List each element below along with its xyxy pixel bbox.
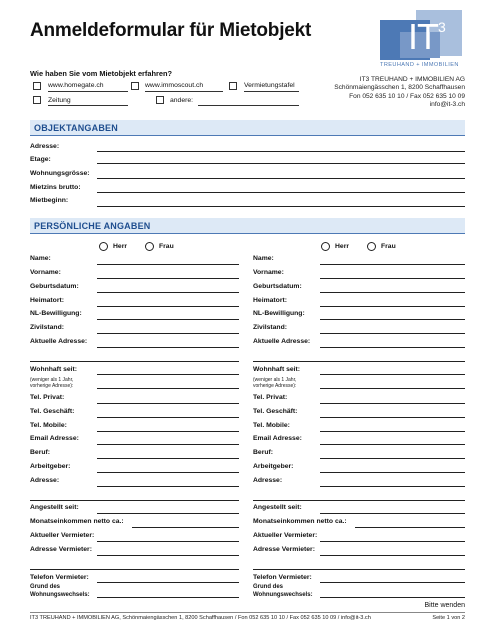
input-aktueller-vermieter-left[interactable] [97, 541, 239, 542]
label-mietbeginn: Mietbeginn: [30, 197, 69, 204]
option-zeitung-label: Zeitung [48, 97, 71, 104]
input-name-left[interactable] [97, 264, 239, 265]
wohnhaft-note: (weniger als 1 Jahr, vorherige Adresse): [253, 377, 297, 389]
input-beruf-right[interactable] [320, 458, 465, 459]
label-zivilstand: Zivilstand: [30, 324, 64, 331]
radio-herr-left[interactable] [99, 242, 108, 251]
section-persoenliche-angaben [30, 218, 465, 234]
input-nl-bewilligung-right[interactable] [320, 319, 465, 320]
input-name-right[interactable] [320, 264, 465, 265]
input-zivilstand-left[interactable] [97, 333, 239, 334]
input-tel-mobile-right[interactable] [320, 431, 465, 432]
checkbox-homegate[interactable] [33, 82, 41, 90]
input-adresse-vermieter-left[interactable] [97, 555, 239, 556]
label-adresse-arbeitgeber: Adresse: [253, 477, 283, 484]
label-adresse-vermieter: Adresse Vermieter: [253, 546, 315, 553]
radio-frau-right[interactable] [367, 242, 376, 251]
input-vorherige-adresse-left[interactable] [97, 388, 239, 389]
label-mietzins: Mietzins brutto: [30, 184, 81, 191]
input-monatseinkommen-left[interactable] [132, 527, 239, 528]
input-vorherige-adresse-right[interactable] [320, 388, 465, 389]
option-vermietungstafel-label: Vermietungstafel [244, 82, 295, 89]
option-underline [244, 91, 299, 92]
section-title: OBJEKTANGABEN [34, 123, 118, 133]
input-adresse-2[interactable] [97, 163, 465, 164]
input-heimatort-right[interactable] [320, 306, 465, 307]
label-aktueller-vermieter: Aktueller Vermieter: [30, 532, 95, 539]
label-email: Email Adresse: [30, 435, 79, 442]
option-homegate-label: www.homegate.ch [48, 82, 104, 89]
input-vorname-right[interactable] [320, 278, 465, 279]
wohnhaft-note: (weniger als 1 Jahr, vorherige Adresse): [30, 377, 74, 389]
input-aktuelle-adresse-left[interactable] [97, 347, 239, 348]
input-arbeitgeber-right[interactable] [320, 472, 465, 473]
company-line: IT3 TREUHAND + IMMOBILIEN AG [359, 76, 465, 83]
label-etage: Etage: [30, 156, 51, 163]
input-tel-geschaeft-left[interactable] [97, 417, 239, 418]
input-tel-mobile-left[interactable] [97, 431, 239, 432]
input-heimatort-left[interactable] [97, 306, 239, 307]
label-telefon-vermieter: Telefon Vermieter: [253, 574, 312, 581]
label-name: Name: [30, 255, 51, 262]
input-adresse-arbeitgeber-left-2[interactable] [30, 500, 239, 501]
input-adresse-arbeitgeber-right-2[interactable] [253, 500, 465, 501]
label-aktuelle-adresse: Aktuelle Adresse: [30, 338, 88, 345]
option-andere-label: andere: [170, 97, 194, 104]
label-adresse-vermieter: Adresse Vermieter: [30, 546, 92, 553]
input-geburtsdatum-right[interactable] [320, 292, 465, 293]
input-telefon-vermieter-left[interactable] [97, 582, 239, 583]
label-arbeitgeber: Arbeitgeber: [30, 463, 71, 470]
input-arbeitgeber-left[interactable] [97, 472, 239, 473]
label-beruf: Beruf: [253, 449, 274, 456]
option-underline [48, 91, 128, 92]
radio-frau-label: Frau [159, 243, 174, 250]
checkbox-vermietungstafel[interactable] [229, 82, 237, 90]
label-tel-mobile: Tel. Mobile: [253, 422, 290, 429]
radio-frau-label: Frau [381, 243, 396, 250]
option-underline [48, 105, 128, 106]
input-email-right[interactable] [320, 444, 465, 445]
label-monatseinkommen: Monatseinkommen netto ca.: [30, 518, 124, 525]
page-number: Seite 1 von 2 [432, 615, 465, 621]
label-adresse-arbeitgeber: Adresse: [30, 477, 60, 484]
input-aktuelle-adresse-left-2[interactable] [30, 361, 239, 362]
input-wohnhaft-right[interactable] [320, 374, 465, 375]
input-tel-privat-right[interactable] [320, 403, 465, 404]
label-nl-bewilligung: NL-Bewilligung: [30, 310, 82, 317]
input-aktuelle-adresse-right-2[interactable] [253, 361, 465, 362]
checkbox-immoscout[interactable] [131, 82, 139, 90]
section-objektangaben [30, 120, 465, 136]
radio-herr-label: Herr [113, 243, 127, 250]
company-line: info@it-3.ch [429, 101, 465, 109]
input-vorname-left[interactable] [97, 278, 239, 279]
input-wohnungsgroesse[interactable] [97, 178, 465, 179]
label-grund: Grund des Wohnungswechsels: [253, 584, 313, 598]
radio-frau-left[interactable] [145, 242, 154, 251]
label-angestellt-seit: Angestellt seit: [30, 504, 79, 511]
label-wohnhaft-seit: Wohnhaft seit: [253, 366, 301, 373]
label-wohnungsgroesse: Wohnungsgrösse: [30, 170, 90, 177]
label-vorname: Vorname: [253, 269, 284, 276]
input-adresse-arbeitgeber-left[interactable] [97, 486, 239, 487]
label-wohnhaft-seit: Wohnhaft seit: [30, 366, 78, 373]
input-geburtsdatum-left[interactable] [97, 292, 239, 293]
label-tel-geschaeft: Tel. Geschäft: [253, 408, 298, 415]
input-adresse-vermieter-left-2[interactable] [30, 569, 239, 570]
label-name: Name: [253, 255, 274, 262]
section-title: PERSÖNLICHE ANGABEN [34, 221, 151, 231]
input-angestellt-seit-right[interactable] [320, 513, 465, 514]
company-address [334, 76, 465, 110]
label-email: Email Adresse: [253, 435, 302, 442]
company-logo [380, 10, 466, 70]
input-beruf-left[interactable] [97, 458, 239, 459]
input-telefon-vermieter-right[interactable] [320, 582, 465, 583]
input-tel-privat-left[interactable] [97, 403, 239, 404]
label-aktueller-vermieter: Aktueller Vermieter: [253, 532, 318, 539]
radio-herr-right[interactable] [321, 242, 330, 251]
option-immoscout-label: www.immoscout.ch [145, 82, 204, 89]
label-beruf: Beruf: [30, 449, 51, 456]
input-grund-left[interactable] [97, 597, 239, 598]
label-geburtsdatum: Geburtsdatum: [253, 283, 302, 290]
label-aktuelle-adresse: Aktuelle Adresse: [253, 338, 311, 345]
checkbox-zeitung[interactable] [33, 96, 41, 104]
bitte-wenden: Bitte wenden [424, 602, 465, 609]
radio-herr-label: Herr [335, 243, 349, 250]
andere-input[interactable] [198, 105, 299, 106]
label-vorname: Vorname: [30, 269, 61, 276]
label-arbeitgeber: Arbeitgeber: [253, 463, 294, 470]
input-wohnhaft-left[interactable] [97, 374, 239, 375]
label-heimatort: Heimatort: [253, 297, 287, 304]
option-underline [145, 91, 223, 92]
logo-subtitle: TREUHAND + IMMOBILIEN [380, 62, 459, 68]
company-line: Schönmaiengässchen 1, 8200 Schaffhausen [334, 84, 465, 92]
input-mietbeginn[interactable] [97, 206, 465, 207]
input-mietzins[interactable] [97, 192, 465, 193]
page-title: Anmeldeformular für Mietobjekt [30, 20, 312, 41]
input-aktuelle-adresse-right[interactable] [320, 347, 465, 348]
label-grund: Grund des Wohnungswechsels: [30, 584, 90, 598]
company-line: Fon 052 635 10 10 / Fax 052 635 10 09 [349, 92, 465, 100]
input-nl-bewilligung-left[interactable] [97, 319, 239, 320]
input-zivilstand-right[interactable] [320, 333, 465, 334]
label-heimatort: Heimatort: [30, 297, 64, 304]
label-tel-privat: Tel. Privat: [30, 394, 65, 401]
input-angestellt-seit-left[interactable] [97, 513, 239, 514]
label-tel-geschaeft: Tel. Geschäft: [30, 408, 75, 415]
label-tel-privat: Tel. Privat: [253, 394, 288, 401]
label-nl-bewilligung: NL-Bewilligung: [253, 310, 305, 317]
footer-divider [30, 612, 465, 613]
source-question: Wie haben Sie vom Mietobjekt erfahren? [30, 69, 173, 78]
label-telefon-vermieter: Telefon Vermieter: [30, 574, 89, 581]
logo-mark: $IT^3$ [408, 16, 445, 57]
label-geburtsdatum: Geburtsdatum: [30, 283, 79, 290]
input-adresse-vermieter-right-2[interactable] [253, 569, 465, 570]
input-adresse-arbeitgeber-right[interactable] [320, 486, 465, 487]
input-grund-right[interactable] [320, 597, 465, 598]
input-tel-geschaeft-right[interactable] [320, 417, 465, 418]
input-adresse[interactable] [97, 151, 465, 152]
label-tel-mobile: Tel. Mobile: [30, 422, 67, 429]
input-aktueller-vermieter-right[interactable] [320, 541, 465, 542]
label-angestellt-seit: Angestellt seit: [253, 504, 302, 511]
checkbox-andere[interactable] [156, 96, 164, 104]
footer-text: IT3 TREUHAND + IMMOBILIEN AG, Schönmaiengässchen 1, 8200 Schaffhausen / Fon 052 635 10 10 / Fax 052 635 10 09 / info@it-3.ch [30, 615, 371, 621]
label-adresse: Adresse: [30, 143, 60, 150]
input-monatseinkommen-right[interactable] [355, 527, 465, 528]
input-email-left[interactable] [97, 444, 239, 445]
input-adresse-vermieter-right[interactable] [320, 555, 465, 556]
label-monatseinkommen: Monatseinkommen netto ca.: [253, 518, 347, 525]
label-zivilstand: Zivilstand: [253, 324, 287, 331]
